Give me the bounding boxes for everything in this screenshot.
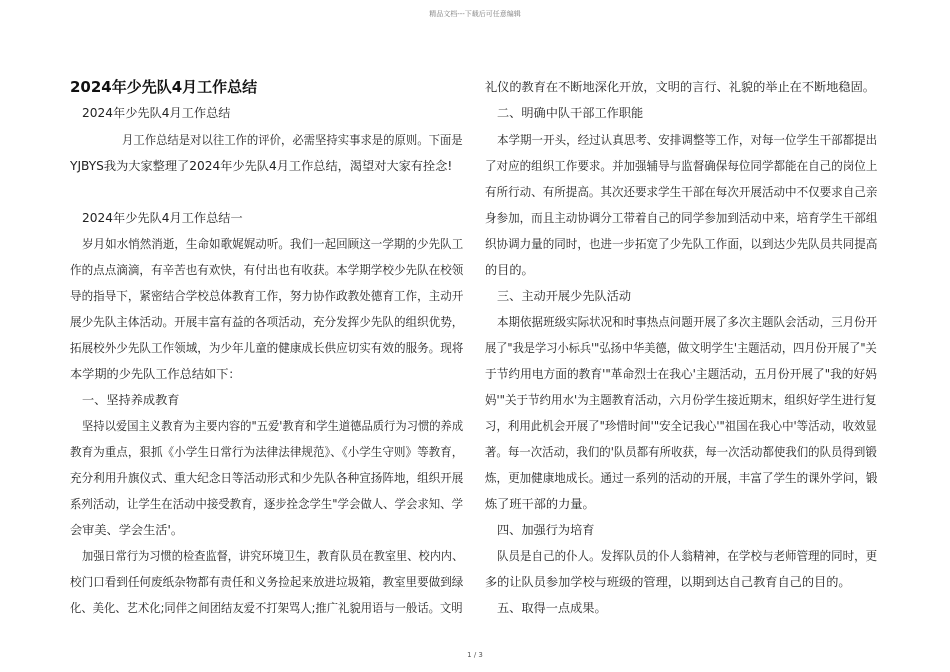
text-line: 多的让队员参加学校与班级的管理，以期到达自己教育自己的目的。 <box>485 575 851 589</box>
text-line: 本学期的少先队工作总结如下： <box>70 367 241 381</box>
text-line: 作的点点滴滴，有辛苦也有欢快，有付出也有收获。本学期学校少先队在校领 <box>70 263 464 277</box>
text-line: 坚持以爱国主义教育为主要内容的"五爱'教育和学生道德品质行为习惯的养成 <box>82 419 464 433</box>
text-line: 教育为重点，狠抓《小学生日常行为法律法律规范》、《小学生守则》等教育， <box>70 445 464 459</box>
text-line: 加强日常行为习惯的检查监督，讲究环境卫生，教育队员在教室里、校内内、 <box>82 549 464 563</box>
text-line: 展了"我是学习小标兵'"弘扬中华美德，做文明学生'主题活动，四月份开展了"关 <box>485 341 877 355</box>
text-line: 的目的。 <box>485 263 534 277</box>
text-line: 队员是自己的仆人。发挥队员的仆人翁精神，在学校与老师管理的同时，更 <box>497 549 878 563</box>
text-line: 展少先队主体活动。开展丰富有益的各项活动，充分发挥少先队的组织优势， <box>70 315 464 329</box>
text-line: 岁月如水悄然消逝，生命如歌娓娓动听。我们一起回顾这一学期的少先队工 <box>82 237 464 251</box>
text-line: 一、坚持养成教育 <box>82 393 180 407</box>
text-line: 2024年少先队4月工作总结一 <box>82 211 243 225</box>
text-line: 妈'"关于节约用水'为主题教育活动，六月份学生接近期末，组织好学生进行复 <box>485 393 877 407</box>
text-line: 会审美、学会生活'。 <box>70 523 184 537</box>
text-line: 充分利用升旗仪式、重大纪念日等活动形式和少先队各种宣扬阵地，组织开展 <box>70 471 464 485</box>
text-line: 化、美化、艺术化;同伴之间团结友爱不打架骂人;推广礼貌用语与一般话。文明 <box>70 601 463 615</box>
text-line: 礼仪的教育在不断地深化开放，文明的言行、礼貌的举止在不断地稳固。 <box>485 80 875 94</box>
text-line: 五、取得一点成果。 <box>497 601 607 615</box>
text-line: 有所行动、有所提高。其次还要求学生干部在每次开展活动中不仅要求自己亲 <box>485 185 878 199</box>
text-line: 校门口看到任何废纸杂物都有责任和义务捡起来放进垃圾箱，教室里要做到绿 <box>70 575 464 589</box>
text-line: 习，利用此机会开展了"珍惜时间'"安全记我心'"祖国在我心中'等活动，收效显 <box>485 419 877 433</box>
text-line: 导的指导下，紧密结合学校总体教育工作，努力协作政教处德育工作，主动开 <box>70 289 464 303</box>
text-line: 炼了班干部的力量。 <box>485 497 595 511</box>
text-line: 三、主动开展少先队活动 <box>497 289 632 303</box>
text-line: 炼，更加健康地成长。通过一系列的活动的开展，丰富了学生的课外学问，锻 <box>485 471 878 485</box>
text-line: 了对应的组织工作要求。并加强辅导与监督确保每位同学都能在自己的岗位上 <box>485 159 878 173</box>
text-line: 著。每一次活动，我们的'队员都有所收获，每一次活动都使我们的队员得到锻 <box>485 445 877 459</box>
text-line: 身参加，而且主动协调分工带着自己的同学参加到活动中来，培育学生干部组 <box>485 211 878 225</box>
text-line: 二、明确中队干部工作职能 <box>497 106 644 120</box>
page-header: 精品文档---下载后可任意编辑 <box>429 10 521 18</box>
document-title: 2024年少先队4月工作总结 <box>70 78 258 96</box>
text-line: 系列活动，让学生在活动中接受教育，逐步拴念学生"学会做人、学会求知、学 <box>70 497 463 511</box>
page-number: 1 / 3 <box>467 651 483 659</box>
text-line: 织协调力量的同时，也进一步拓宽了少先队工作面，以到达少先队员共同提高 <box>485 237 878 251</box>
text-line: YJBYS我为大家整理了2024年少先队4月工作总结，渴望对大家有拴念! <box>70 159 453 173</box>
text-line: 四、加强行为培育 <box>497 523 595 537</box>
text-line: 于节约用电方面的教育'"革命烈士在我心'主题活动，五月份开展了"我的好妈 <box>485 367 877 381</box>
text-line: 2024年少先队4月工作总结 <box>82 106 231 120</box>
text-line: 本期依据班级实际状况和时事热点问题开展了多次主题队会活动，三月份开 <box>497 315 878 329</box>
text-line: 月工作总结是对以往工作的评价，必需坚持实事求是的原则。下面是 <box>122 133 463 147</box>
text-line: 本学期一开头，经过认真思考、安排调整等工作，对每一位学生干部都提出 <box>497 133 878 147</box>
text-line: 拓展校外少先队工作领域，为少年儿童的健康成长供应切实有效的服务。现将 <box>70 341 464 355</box>
